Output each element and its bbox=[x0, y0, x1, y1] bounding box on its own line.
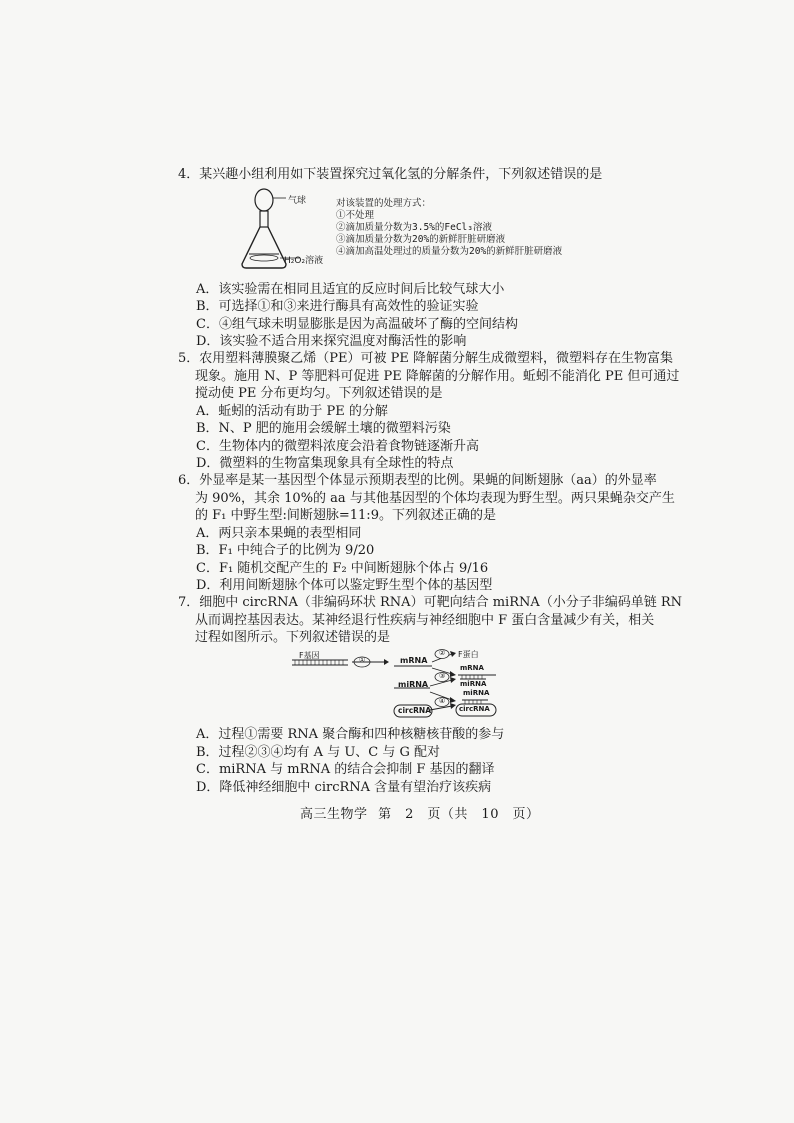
flask-body bbox=[242, 227, 286, 268]
q6-option-c: C．F₁ 随机交配产生的 F₂ 中间断翅脉个体占 9/16 bbox=[196, 561, 489, 576]
solution-label: H₂O₂溶液 bbox=[284, 256, 324, 266]
q5-option-b: B．N、P 肥的施用会缓解土壤的微塑料污染 bbox=[196, 421, 451, 436]
complex2-top-label: miRNA bbox=[463, 689, 490, 697]
protein-label: F蛋白 bbox=[458, 650, 479, 659]
step3-label: ③ bbox=[439, 672, 446, 680]
page-footer bbox=[300, 803, 545, 822]
q6-stem-line-3: 的 F₁ 中野生型:间断翅脉=11:9。下列叙述正确的是 bbox=[195, 508, 496, 523]
q4-option-b: B．可选择①和③来进行酶具有高效性的验证实验 bbox=[196, 299, 479, 314]
step3-arrow-head-a bbox=[450, 671, 456, 677]
footer-subject: 高三生物学 bbox=[300, 807, 368, 822]
q5-option-d: D．微塑料的生物富集现象具有全球性的特点 bbox=[196, 456, 454, 471]
gene-label: F基因 bbox=[299, 651, 320, 660]
step3-arrow-head-b bbox=[450, 677, 456, 683]
step4-arrow-head-b bbox=[450, 703, 456, 709]
step4-label: ④ bbox=[439, 697, 446, 705]
treatment-title: 对该装置的处理方式： bbox=[336, 198, 432, 209]
complex2-bottom-label: circRNA bbox=[459, 705, 490, 713]
q6-stem-line-1: 6．外显率是某一基因型个体显示预期表型的比例。果蝇的间断翅脉（aa）的外显率 bbox=[178, 473, 657, 488]
complex-bottom-label: miRNA bbox=[460, 680, 487, 688]
q7-option-d: D．降低神经细胞中 circRNA 含量有望治疗该疾病 bbox=[196, 780, 492, 795]
complex-pairing bbox=[462, 675, 482, 679]
treatment-2: ②滴加质量分数为3.5%的FeCl₃溶液 bbox=[336, 222, 492, 233]
q5-option-c: C．生物体内的微塑料浓度会沿着食物链逐渐升高 bbox=[196, 439, 479, 454]
complex2-pairing bbox=[465, 700, 481, 704]
circrna-label: circRNA bbox=[398, 706, 432, 715]
step1-label: ① bbox=[359, 656, 366, 664]
mrna-label: mRNA bbox=[400, 656, 428, 665]
q6-option-a: A．两只亲本果蝇的表型相同 bbox=[196, 526, 362, 541]
step4-arrow-head-a bbox=[450, 697, 456, 703]
treatment-4: ④滴加高温处理过的质量分数为20%的新鲜肝脏研磨液 bbox=[336, 246, 563, 257]
q5-stem-line-1: 5．农用塑料薄膜聚乙烯（PE）可被 PE 降解菌分解生成微塑料，微塑料存在生物富集 bbox=[178, 351, 674, 366]
q7-option-a: A．过程①需要 RNA 聚合酶和四种核糖核苷酸的参与 bbox=[196, 727, 505, 742]
q6-option-d: D．利用间断翅脉个体可以鉴定野生型个体的基因型 bbox=[196, 578, 493, 593]
q4-option-d: D．该实验不适合用来探究温度对酶活性的影响 bbox=[196, 334, 467, 349]
q5-stem-line-2: 现象。施用 N、P 等肥料可促进 PE 降解菌的分解作用。蚯蚓不能消化 PE 但可通过 bbox=[195, 369, 680, 384]
balloon-shape bbox=[255, 189, 273, 211]
q6-option-b: B．F₁ 中纯合子的比例为 9/20 bbox=[196, 543, 375, 558]
q7-stem-line-2: 从而调控基因表达。某神经退行性疾病与神经细胞中 F 蛋白含量减少有关，相关 bbox=[195, 613, 655, 628]
flask-neck bbox=[260, 211, 268, 227]
q5-stem-line-3: 搅动使 PE 分布更均匀。下列叙述错误的是 bbox=[195, 386, 443, 401]
solution-surface bbox=[250, 255, 278, 261]
q4-option-c: C．④组气球未明显膨胀是因为高温破坏了酶的空间结构 bbox=[196, 317, 518, 332]
q5-option-a: A．蚯蚓的活动有助于 PE 的分解 bbox=[196, 404, 388, 419]
q6-stem-line-2: 为 90%，其余 10%的 aa 与其他基因型的个体均表现为野生型。两只果蝇杂交产生 bbox=[195, 491, 675, 506]
footer-page-number: 第 2 页（共 10 页） bbox=[378, 807, 540, 822]
treatment-3: ③滴加质量分数为20%的新鲜肝脏研磨液 bbox=[336, 234, 506, 245]
q7-option-c: C．miRNA 与 mRNA 的结合会抑制 F 基因的翻译 bbox=[196, 762, 495, 777]
q7-option-b: B．过程②③④均有 A 与 U、C 与 G 配对 bbox=[196, 745, 441, 760]
q4-stem: 4．某兴趣小组利用如下装置探究过氧化氢的分解条件，下列叙述错误的是 bbox=[178, 167, 603, 182]
q7-stem-line-1: 7．细胞中 circRNA（非编码环状 RNA）可靶向结合 miRNA（小分子非编码单链 RN bbox=[178, 595, 683, 610]
step2-label: ② bbox=[439, 649, 446, 657]
mirna-label: miRNA bbox=[398, 680, 429, 689]
treatment-1: ①不处理 bbox=[336, 210, 375, 221]
step1-arrow-head bbox=[384, 659, 389, 665]
balloon-label: 气球 bbox=[288, 196, 307, 206]
q4-option-a: A．该实验需在相同且适宜的反应时间后比较气球大小 bbox=[196, 282, 505, 297]
q7-stem-line-3: 过程如图所示。下列叙述错误的是 bbox=[195, 630, 391, 645]
complex-top-label: mRNA bbox=[460, 664, 484, 672]
